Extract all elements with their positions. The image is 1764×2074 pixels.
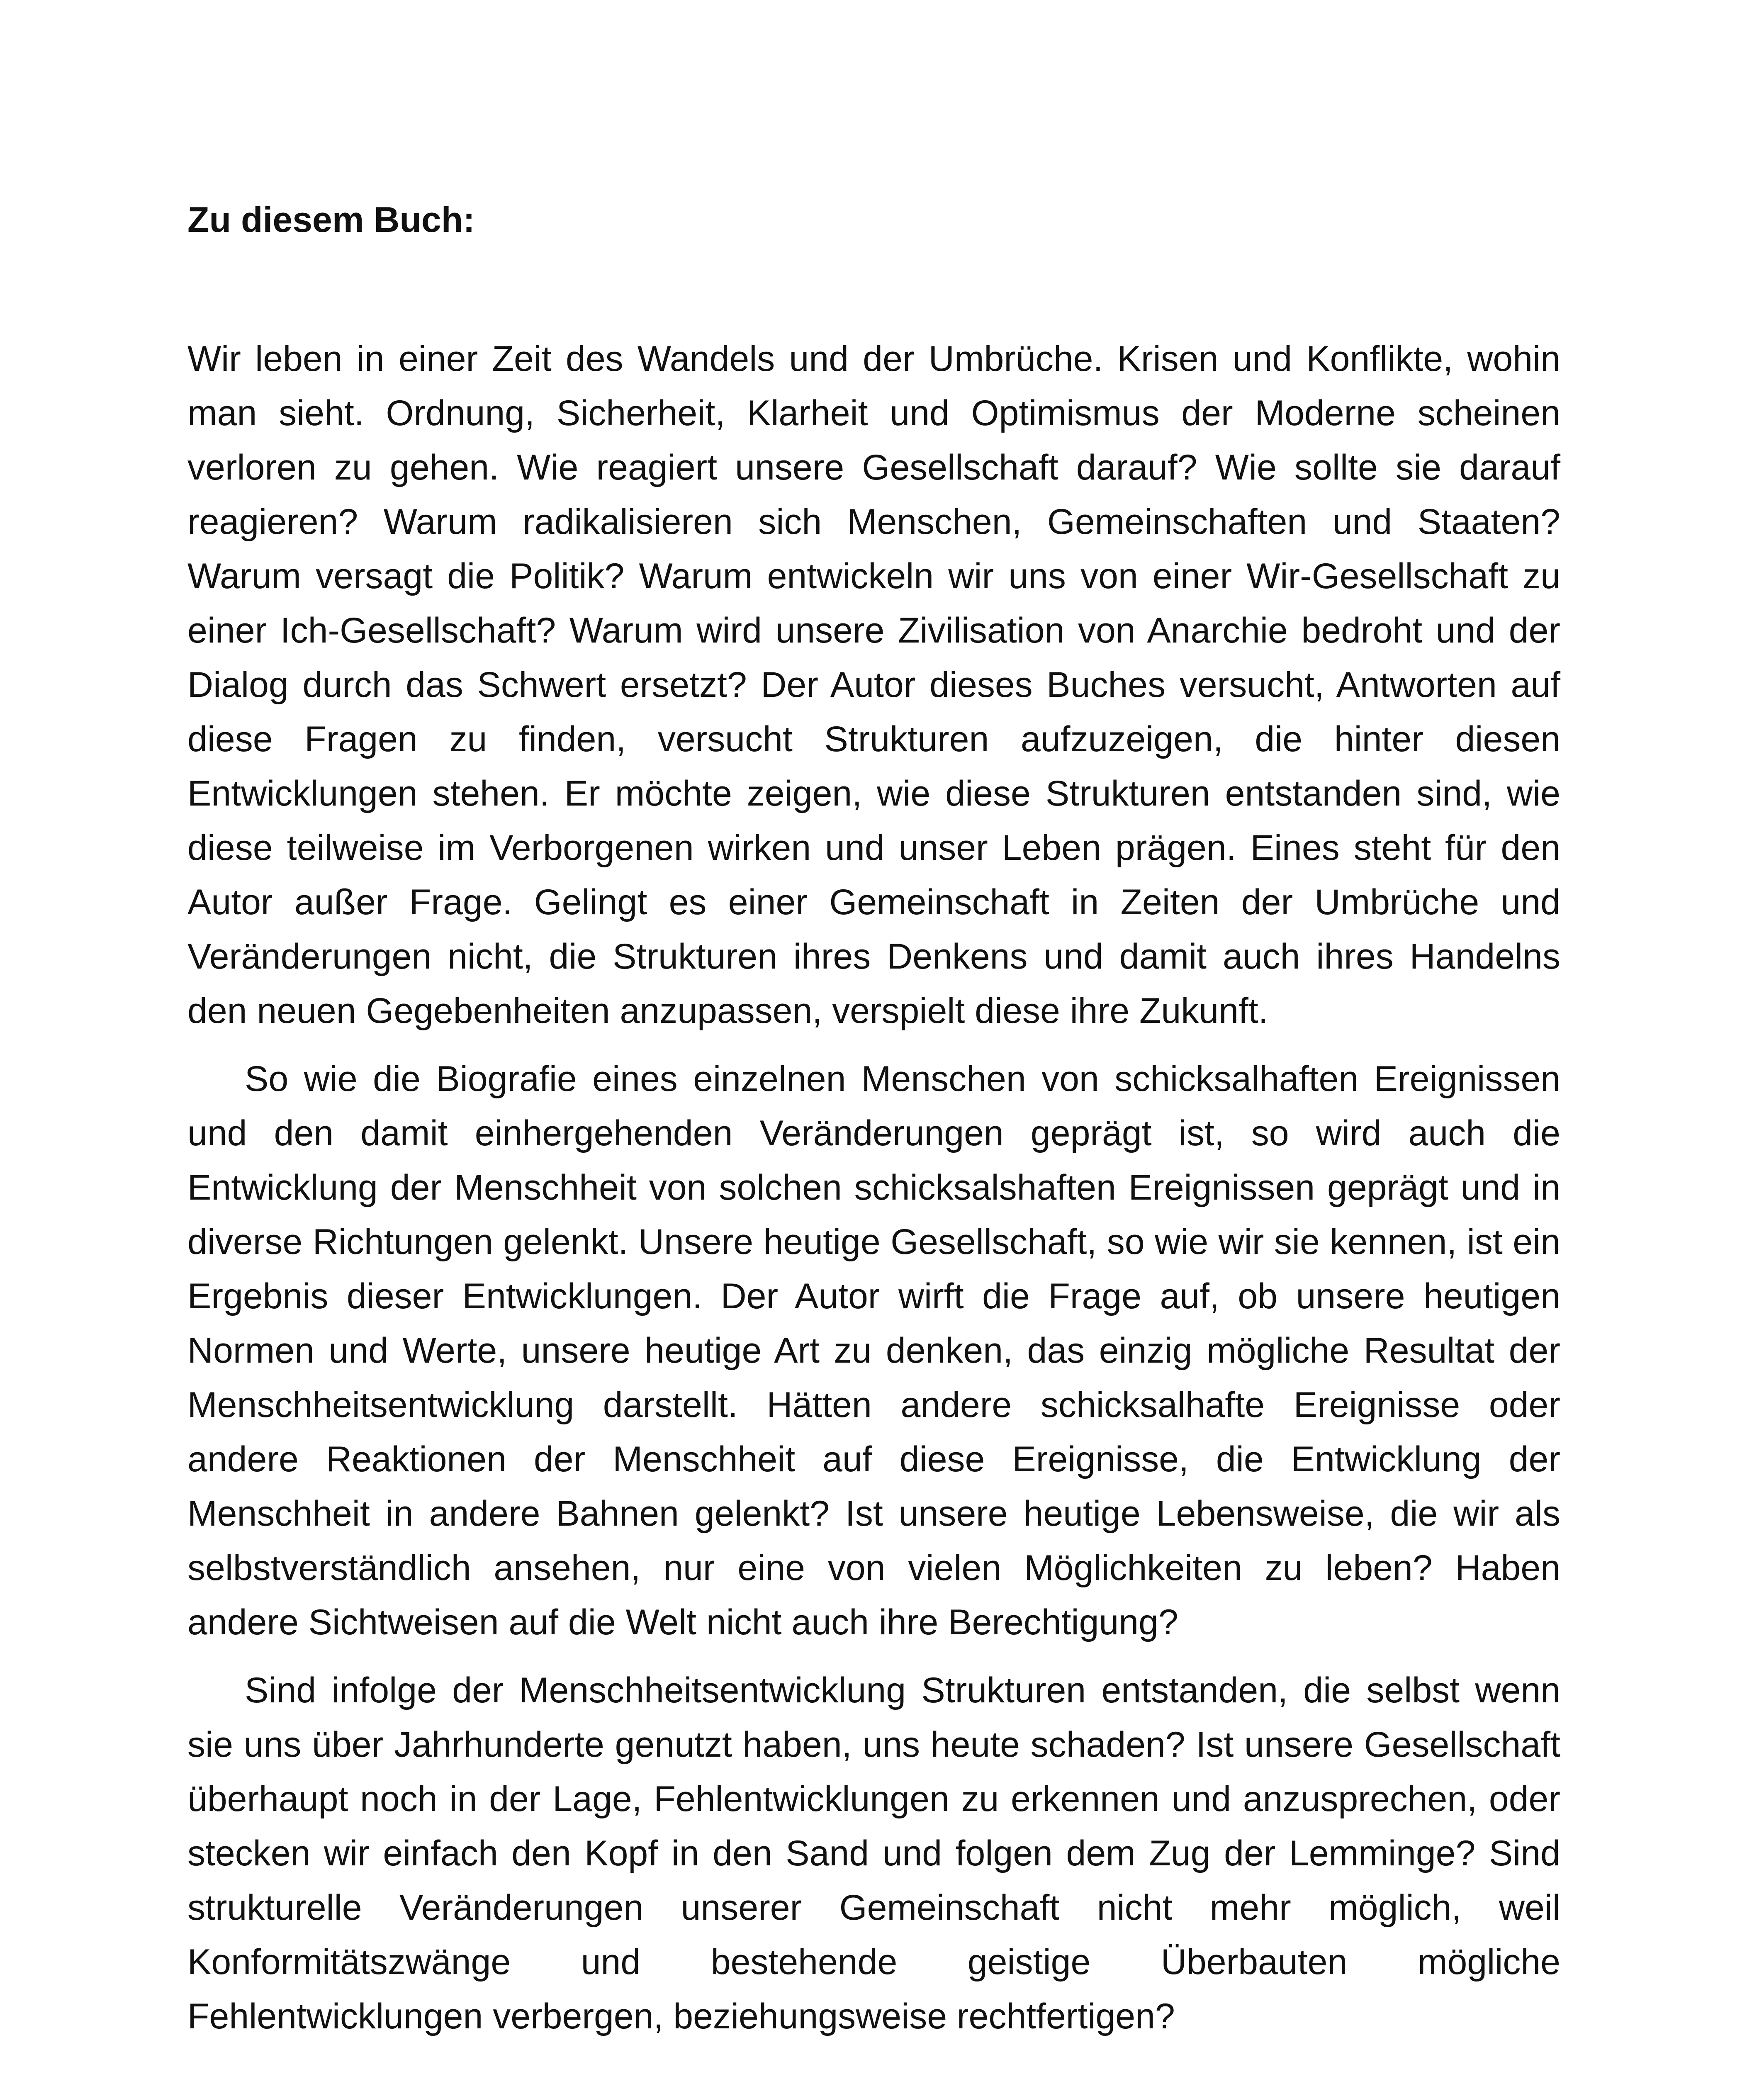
paragraph-1: Wir leben in einer Zeit des Wandels und der Umbrüche. Krisen und Konflikte, wohin man sieht. Ordnung, Sicherheit, Klarheit und Optimismus der Moderne scheinen verloren zu gehen. Wie reagiert unsere Gesellschaft darauf? Wie sollte sie darauf reagieren? Warum radikalisieren sich Menschen, Gemeinschaften und Staaten? Warum versagt die Politik? Warum entwickeln wir uns von einer Wir-Gesellschaft zu einer Ich-Gesellschaft? Warum wird unsere Zivilisation von Anarchie bedroht und der Dialog durch das Schwert ersetzt? Der Autor dieses Buches versucht, Antworten auf diese Fragen zu finden, versucht Strukturen aufzuzeigen, die hinter diesen Entwicklungen stehen. Er möchte zeigen, wie diese Strukturen entstanden sind, wie diese teilweise im Verborgenen wirken und unser Leben prägen. Eines steht für den Autor außer Frage. Gelingt es einer Gemeinschaft in Zeiten der Umbrüche und Veränderungen nicht, die Strukturen ihres Denkens und damit auch ihres Handelns den neuen Gegebenheiten anzupassen, verspielt diese ihre Zukunft. [187, 339, 1560, 1031]
body-text [187, 332, 1560, 2057]
paragraph-3: Sind infolge der Menschheitsentwicklung Strukturen entstanden, die selbst wenn sie uns über Jahrhunderte genutzt haben, uns heute schaden? Ist unsere Gesellschaft überhaupt noch in der Lage, Fehlentwicklungen zu erkennen und anzusprechen, oder stecken wir einfach den Kopf in den Sand und folgen dem Zug der Lemminge? Sind strukturelle Veränderungen unserer Gemeinschaft nicht mehr möglich, weil Konformitätszwänge und bestehende geistige Überbauten mögliche Fehlentwicklungen verbergen, beziehungsweise rechtfertigen? [187, 1670, 1560, 2036]
section-heading: Zu diesem Buch: [187, 200, 475, 240]
paragraph-2: So wie die Biografie eines einzelnen Menschen von schicksalhaften Ereignissen und den damit einhergehenden Veränderungen geprägt ist, so wird auch die Entwicklung der Menschheit von solchen schicksalshaften Ereignissen geprägt und in diverse Richtungen gelenkt. Unsere heutige Gesellschaft, so wie wir sie kennen, ist ein Ergebnis dieser Entwicklungen. Der Autor wirft die Frage auf, ob unsere heutigen Normen und Werte, unsere heutige Art zu denken, das einzig mögliche Resultat der Menschheitsentwicklung darstellt. Hätten andere schicksalhafte Ereignisse oder andere Reaktionen der Menschheit auf diese Ereignisse, die Entwicklung der Menschheit in andere Bahnen gelenkt? Ist unsere heutige Lebensweise, die wir als selbstverständlich ansehen, nur eine von vielen Möglichkeiten zu leben? Haben andere Sichtweisen auf die Welt nicht auch ihre Berechtigung? [187, 1059, 1560, 1642]
